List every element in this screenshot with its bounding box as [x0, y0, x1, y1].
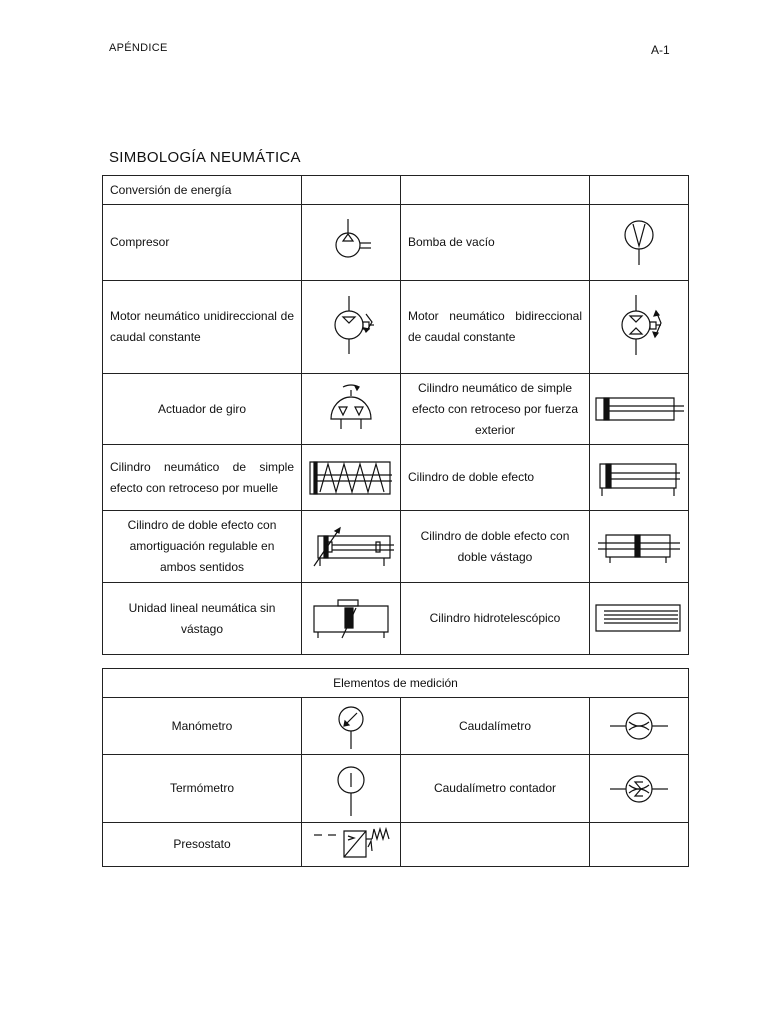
table-header-row [103, 669, 689, 698]
table-row [103, 281, 689, 374]
telescopic-cylinder-icon [592, 601, 686, 637]
pressure-gauge-icon [326, 699, 376, 753]
table-header-row [103, 176, 689, 205]
thermometer-icon [326, 758, 376, 820]
symbol-label: Cilindro de doble efecto con doble vástago [401, 511, 590, 583]
double-acting-cylinder-icon [594, 458, 684, 498]
symbol-label: Cilindro neumático de simple efecto con retroceso por muelle [103, 445, 302, 511]
page-title: SIMBOLOGÍA NEUMÁTICA [109, 149, 301, 166]
cushioned-cylinder-icon [306, 522, 396, 572]
pressure-switch-icon [306, 825, 396, 865]
table-heading: Elementos de medición [103, 669, 689, 698]
measurement-table [102, 668, 689, 867]
symbol-label: Cilindro neumático de simple efecto con retroceso por fuerza exterior [401, 374, 590, 445]
symbol-label: Caudalímetro [401, 698, 590, 755]
unidirectional-motor-icon [316, 292, 386, 362]
single-acting-external-return-cylinder-icon [592, 391, 686, 427]
compressor-icon [321, 213, 381, 273]
table-row [103, 445, 689, 511]
table-row [103, 823, 689, 867]
rotary-actuator-icon [321, 379, 381, 439]
symbol-label: Actuador de giro [103, 374, 302, 445]
symbol-label: Compresor [103, 205, 302, 281]
symbol-label: Cilindro hidrotelescópico [401, 583, 590, 655]
table-row [103, 698, 689, 755]
vacuum-pump-icon [609, 213, 669, 273]
table-row [103, 511, 689, 583]
symbol-label: Caudalímetro contador [401, 755, 590, 823]
table-row [103, 374, 689, 445]
table-row [103, 583, 689, 655]
symbol-label: Manómetro [103, 698, 302, 755]
table-row [103, 205, 689, 281]
symbol-label: Bomba de vacío [401, 205, 590, 281]
double-rod-cylinder-icon [594, 529, 684, 565]
table-heading: Conversión de energía [103, 176, 302, 205]
symbol-label: Motor neumático bidireccional de caudal constante [401, 281, 590, 374]
table-row [103, 755, 689, 823]
page-number: A-1 [651, 43, 670, 57]
rodless-linear-unit-icon [306, 594, 396, 644]
symbol-label: Unidad lineal neumática sin vástago [103, 583, 302, 655]
bidirectional-motor-icon [604, 289, 674, 365]
spring-return-cylinder-icon [306, 456, 396, 500]
flow-meter-icon [604, 706, 674, 746]
conversion-table [102, 175, 689, 655]
symbol-label: Presostato [103, 823, 302, 867]
symbol-label: Cilindro de doble efecto con amortiguación regulable en ambos sentidos [103, 511, 302, 583]
symbol-label: Cilindro de doble efecto [401, 445, 590, 511]
header-section: APÉNDICE [109, 42, 168, 54]
flow-counter-icon [604, 769, 674, 809]
symbol-label: Motor neumático unidireccional de caudal constante [103, 281, 302, 374]
symbol-label: Termómetro [103, 755, 302, 823]
